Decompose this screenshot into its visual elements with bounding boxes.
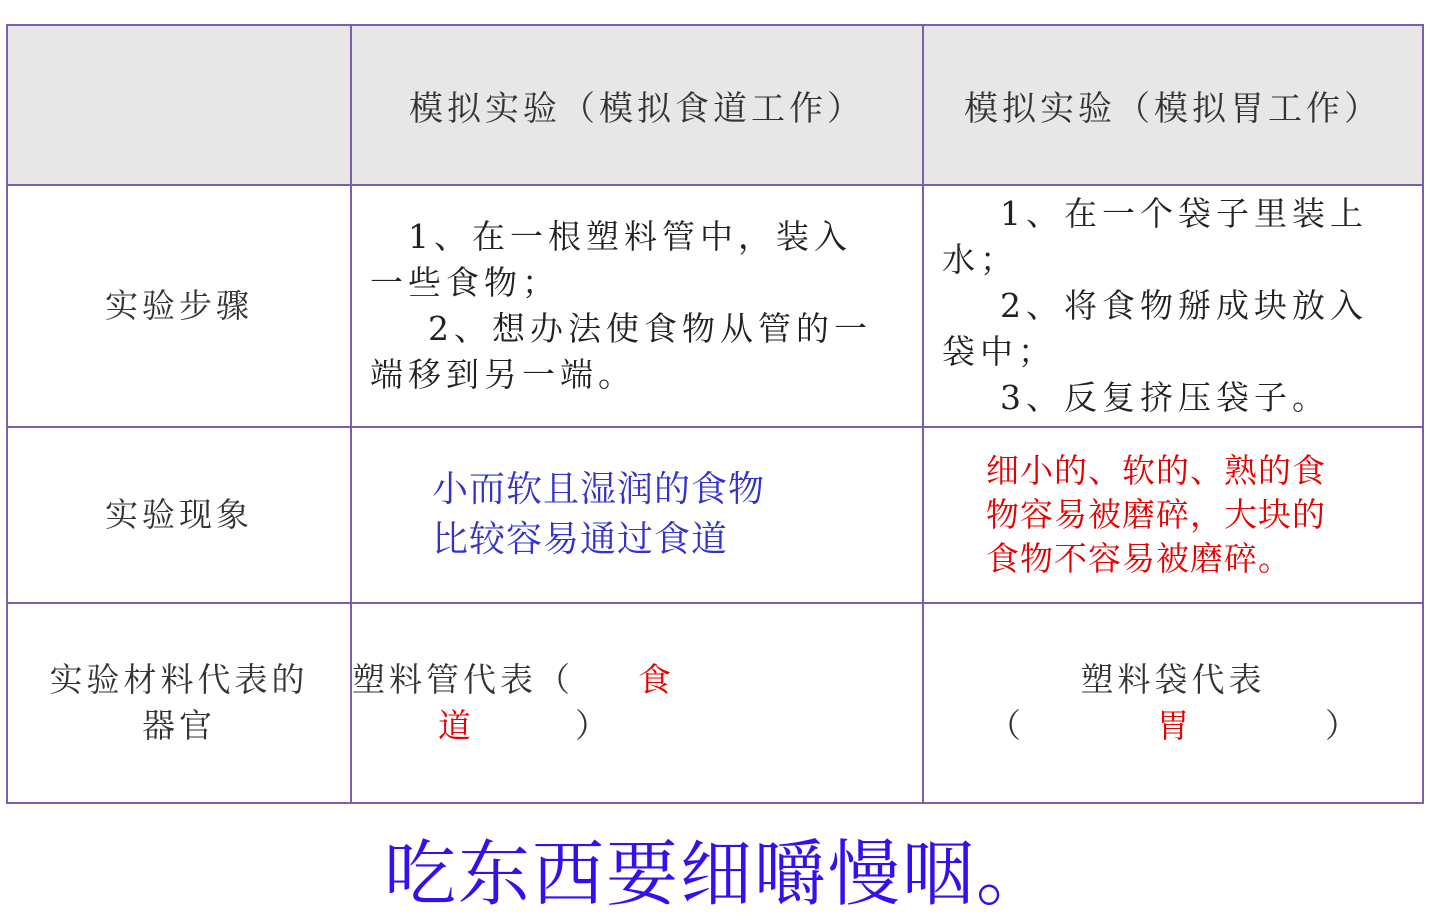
organ-esophagus-cell [351,603,923,803]
table-row-phenomenon [7,427,1423,603]
steps-stomach-line: 3、反复挤压袋子。 [1000,378,1330,417]
steps-esophagus-line: 一些食物； [370,263,560,302]
phenomenon-stomach-line: 细小的、软的、熟的食 [986,451,1326,490]
row-label-organ [7,603,351,803]
steps-stomach-line: 2、将食物掰成块放入 [1000,286,1368,325]
row-label-phenomenon: 实验现象 [7,427,351,603]
table-header-row [7,25,1423,185]
header-empty-cell [7,25,351,185]
phenomenon-esophagus-cell [351,427,923,603]
phenomenon-stomach-line: 物容易被磨碎，大块的 [986,495,1326,534]
organ-stomach-close-paren: ） [1325,706,1362,745]
organ-esophagus-prefix: 塑料管代表（ [352,660,574,699]
steps-esophagus-line: 端移到另一端。 [370,355,636,394]
phenomenon-esophagus-text [352,465,922,565]
steps-esophagus-cell [351,185,923,427]
steps-stomach-line: 袋中； [942,332,1056,371]
steps-esophagus-text [352,214,922,398]
phenomenon-stomach-line: 食物不容易被磨碎。 [986,539,1292,578]
phenomenon-stomach-text [924,449,1422,581]
row-label-organ-line: 器官 [142,706,216,745]
phenomenon-esophagus-line: 小而软且湿润的食物 [432,469,766,510]
organ-stomach-prefix: 塑料袋代表 [1080,660,1266,699]
row-label-organ-line: 实验材料代表的 [49,660,309,699]
organ-esophagus-line-1 [352,657,922,703]
steps-stomach-line: 1、在一个袋子里装上 [1000,194,1368,233]
experiment-comparison-table [6,24,1424,804]
table-row-organ [7,603,1423,803]
phenomenon-esophagus-line: 比较容易通过食道 [432,519,729,560]
organ-stomach-cell [923,603,1423,803]
conclusion-text: 吃东西要细嚼慢咽。 [383,832,1050,916]
row-label-steps: 实验步骤 [7,185,351,427]
organ-stomach-open-paren: （ [988,706,1025,745]
steps-esophagus-line: 2、想办法使食物从管的一 [428,309,872,348]
organ-esophagus-answer-part1: 食 [638,660,675,699]
organ-stomach-answer-line [924,703,1422,749]
header-stomach-experiment: 模拟实验（模拟胃工作） [923,25,1423,185]
organ-esophagus-line-2 [352,703,922,749]
organ-esophagus-answer-part2: 道 [438,706,475,745]
steps-stomach-cell [923,185,1423,427]
header-esophagus-experiment: 模拟实验（模拟食道工作） [351,25,923,185]
phenomenon-stomach-cell [923,427,1423,603]
table-row-steps [7,185,1423,427]
steps-esophagus-line: 1、在一根塑料管中，装入 [408,217,852,256]
steps-stomach-line: 水； [942,240,1018,279]
steps-stomach-text [924,191,1422,421]
organ-stomach-answer: 胃 [1156,706,1194,745]
organ-esophagus-suffix: ） [575,706,612,745]
